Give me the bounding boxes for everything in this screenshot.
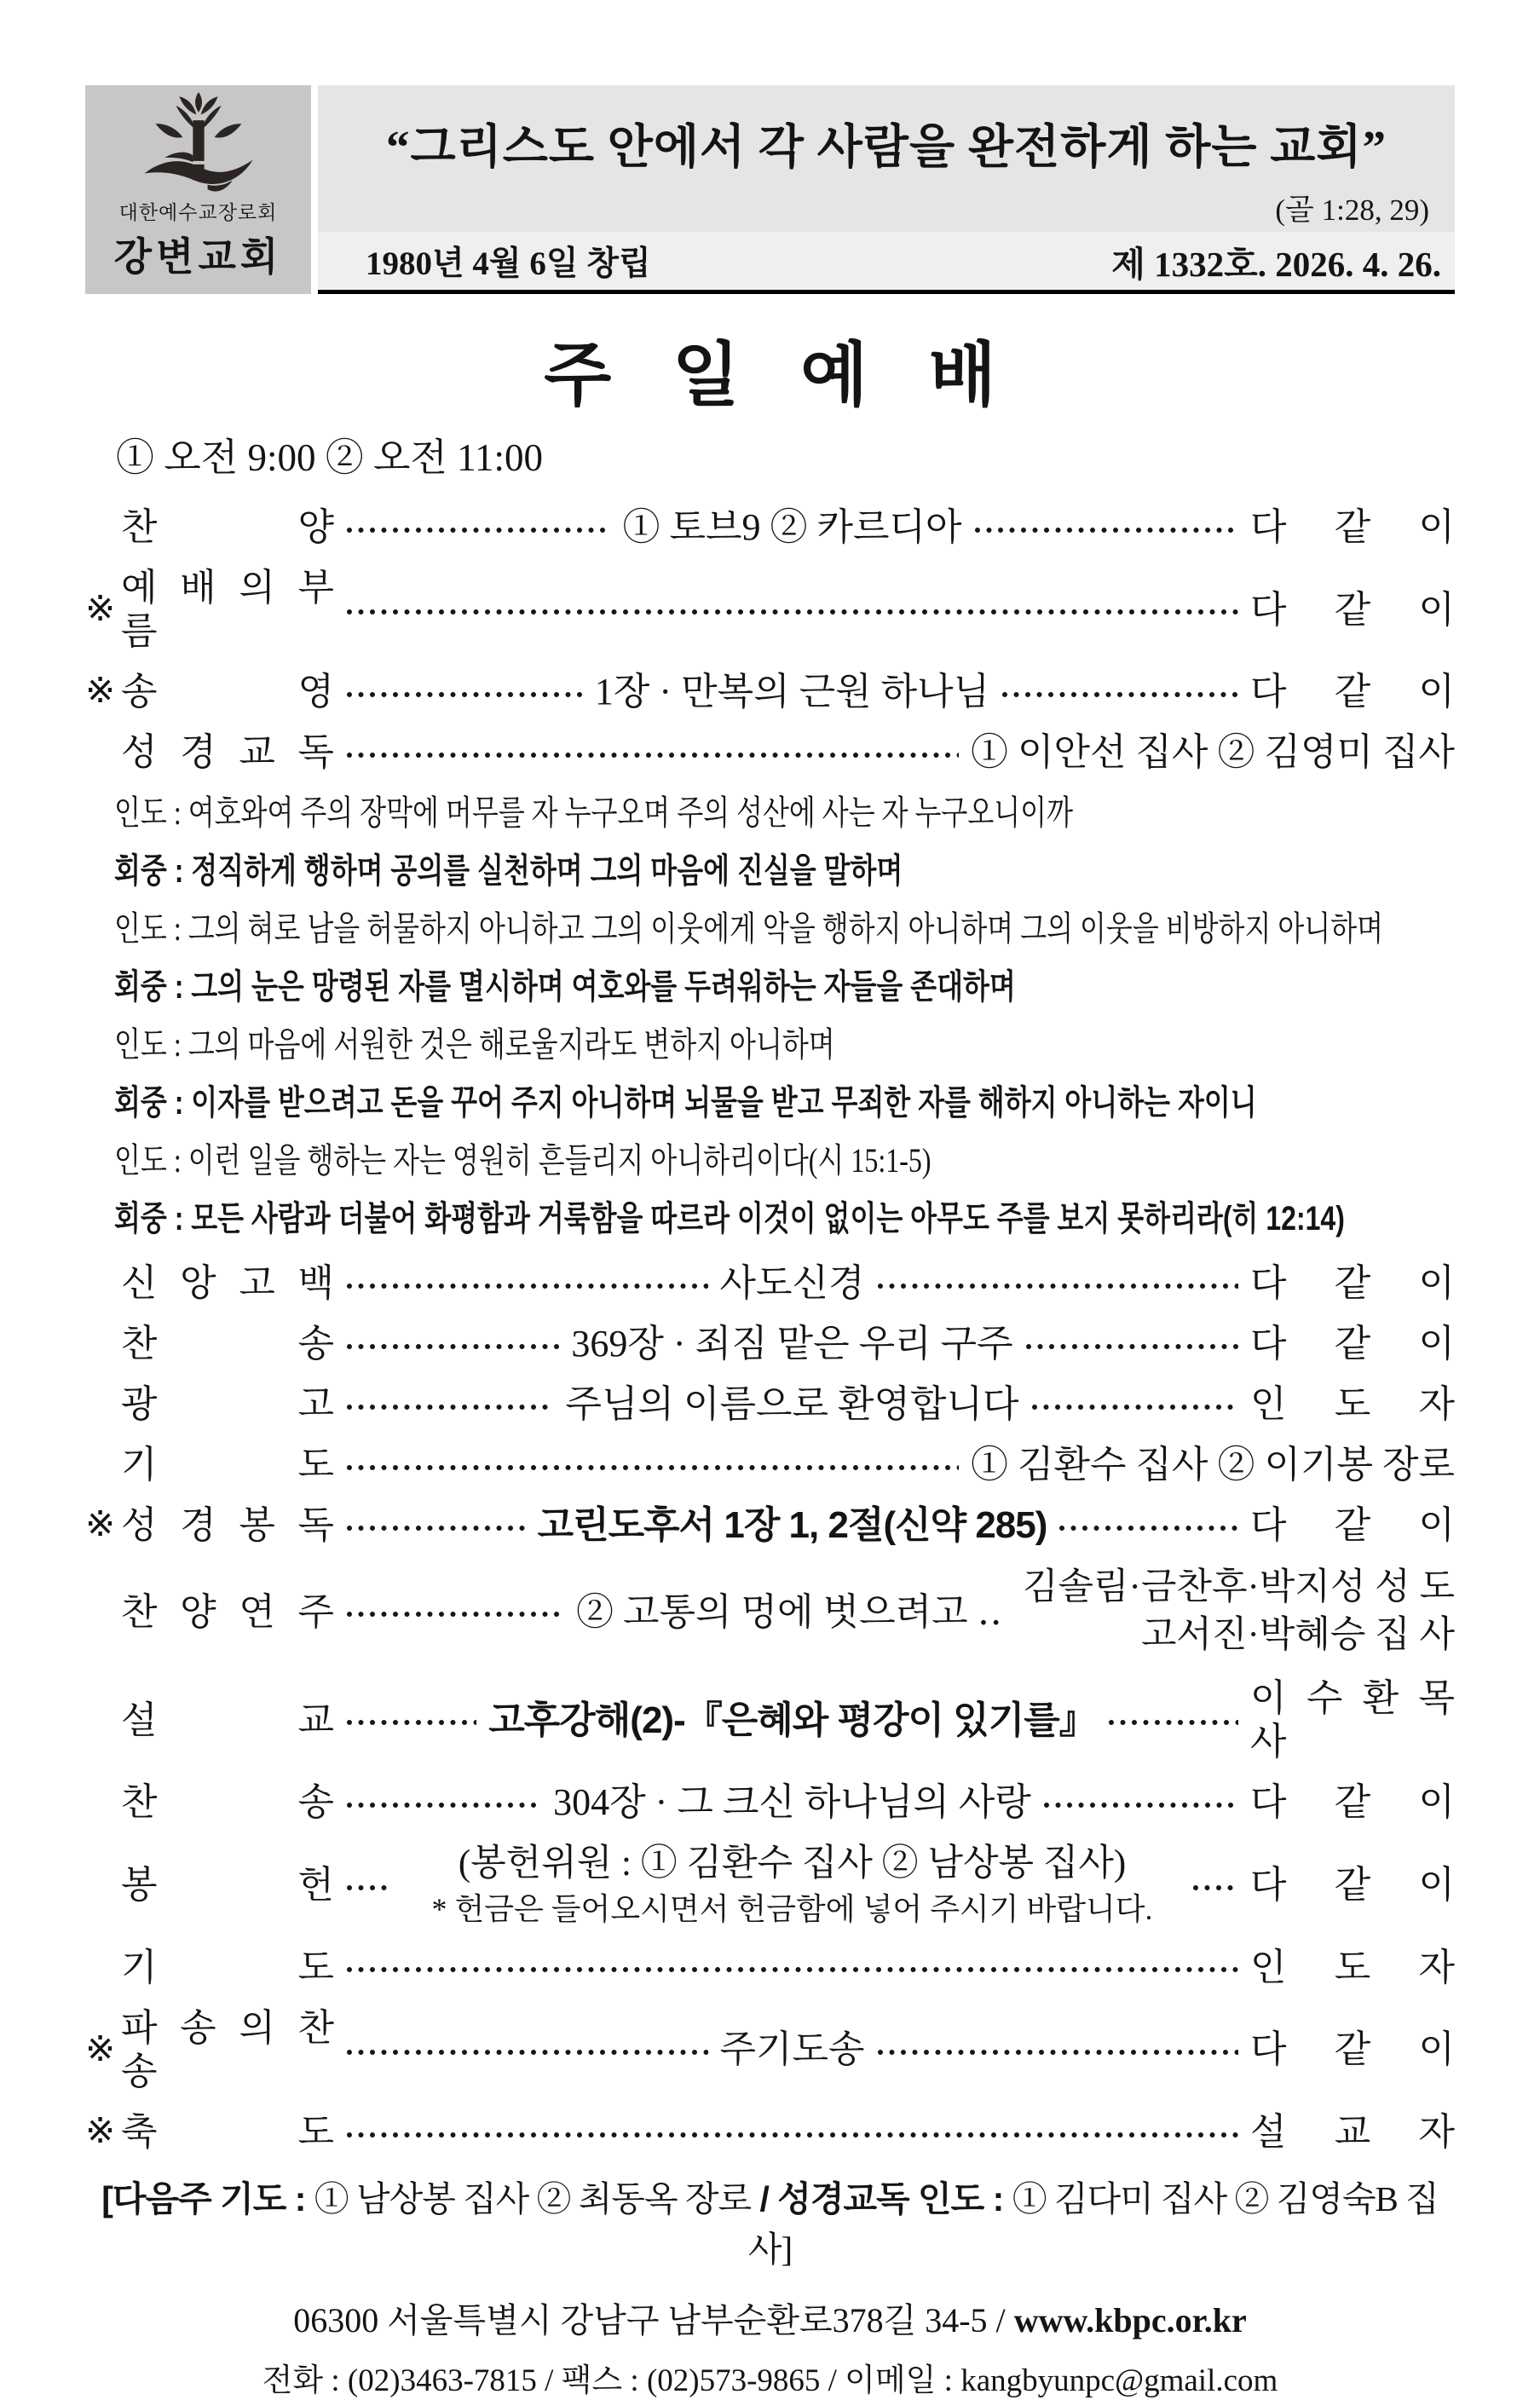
dotted-leader (974, 527, 1238, 534)
order-row-hymn-369 (85, 1322, 1455, 1365)
motto-reference: (골 1:28, 29) (1275, 193, 1429, 227)
order-row-prayer-1 (85, 1443, 1455, 1486)
performer-names-line: 김솔림·금찬후·박지성 성 도 (1022, 1567, 1455, 1608)
row-label: 축 도 (121, 2111, 334, 2154)
next-week-reading-label: / 성경교독 인도 : (751, 2179, 1012, 2219)
service-times: ① 오전 9:00 ② 오전 11:00 (116, 436, 543, 479)
order-row-praise (85, 505, 1455, 549)
dotted-leader (1031, 1404, 1238, 1411)
dotted-leader (1108, 1719, 1238, 1726)
offering-instruction: * 헌금은 들어오시면서 헌금함에 넣어 주시기 바랍니다. (431, 1891, 1153, 1926)
row-party: 설 교 자 (1250, 2111, 1455, 2154)
next-week-prayer-label: [다음주 기도 : (101, 2179, 314, 2219)
order-row-sermon (85, 1676, 1455, 1763)
dotted-leader (877, 2049, 1239, 2056)
row-content: 주기도송 (719, 2028, 865, 2071)
row-party: 다 같 이 (1250, 506, 1455, 548)
row-label: 신 앙 고 백 (121, 1262, 334, 1305)
row-label: 파 송 의 찬 송 (121, 2006, 334, 2092)
next-week-note (85, 2171, 1455, 2271)
row-party (1023, 1564, 1455, 1659)
row-content: ② 고통의 멍에 벗으려고 ‥ (576, 1590, 1002, 1633)
dotted-leader (877, 1283, 1239, 1289)
row-prefix: ※ (85, 589, 116, 629)
dotted-leader (346, 1525, 526, 1532)
row-content: 주님의 이름으로 환영합니다 (565, 1383, 1019, 1426)
dotted-leader (346, 609, 1238, 615)
dotted-leader (1025, 1343, 1238, 1350)
next-week-reading-names: ① 김다미 집사 ② 김영숙B 집사] (747, 2179, 1439, 2270)
row-party: 다 같 이 (1250, 1864, 1455, 1907)
row-label: 설 교 (121, 1699, 334, 1741)
row-party: ① 이안선 집사 ② 김영미 집사 (970, 731, 1455, 774)
row-label: 봉 헌 (121, 1864, 334, 1907)
address-line (85, 2293, 1455, 2342)
dotted-leader (1043, 1802, 1238, 1809)
row-content: 1장 · 만복의 근원 하나님 (594, 671, 990, 713)
church-logo (85, 85, 311, 294)
next-week-prayer-names: ① 남상봉 집사 ② 최동옥 장로 (314, 2179, 752, 2219)
dotted-leader (346, 1719, 476, 1726)
dotted-leader (346, 1343, 559, 1350)
row-label: 광 고 (121, 1383, 334, 1426)
performer-names-line: 고서진·박혜승 집 사 (1140, 1615, 1455, 1656)
row-content: 사도신경 (719, 1262, 865, 1305)
row-content: 304장 · 그 크신 하나님의 사랑 (553, 1781, 1031, 1824)
church-tree-logo-icon (136, 92, 262, 196)
dotted-leader (1058, 1525, 1238, 1532)
row-prefix: ※ (85, 2029, 116, 2069)
row-party: 다 같 이 (1250, 1781, 1456, 1824)
reading-line-leader: 인도 : 그의 마음에 서원한 것은 해로울지라도 변하지 아니하며 (114, 1025, 835, 1064)
order-of-worship (85, 505, 1455, 2154)
order-row-sending-hymn (85, 2006, 1455, 2093)
dotted-leader (346, 527, 610, 534)
row-party: 다 같 이 (1250, 1323, 1455, 1365)
row-prefix: ※ (85, 1505, 116, 1545)
offering-committee: (봉헌위원 : ① 김환수 집사 ② 남상봉 집사) (458, 1843, 1127, 1884)
reading-line-congregation: 회중 : 그의 눈은 망령된 자를 멸시하며 여호와를 두려워하는 자들을 존대하며 (114, 968, 1016, 1007)
dotted-leader (346, 1611, 564, 1618)
order-row-responsive-reading (85, 730, 1455, 774)
row-label: 찬 송 (121, 1323, 334, 1365)
dotted-leader (346, 752, 959, 759)
dotted-leader (346, 1283, 708, 1289)
row-party: 다 같 이 (1250, 2028, 1456, 2071)
contact-line: 전화 : (02)3463-7815 / 팩스 : (02)573-9865 / 이메일 : kangbyunpc@gmail.com (262, 2363, 1278, 2399)
order-row-benediction (85, 2110, 1455, 2154)
church-address: 06300 서울특별시 강남구 남부순환로378길 34-5 / (293, 2301, 1014, 2340)
motto-box (318, 85, 1455, 232)
row-label: 찬 양 (121, 506, 334, 548)
row-party: 인 도 자 (1250, 1946, 1455, 1988)
masthead-row (318, 232, 1455, 290)
row-content: 369장 · 죄짐 맡은 우리 구주 (571, 1323, 1013, 1365)
church-name: 강변교회 (113, 234, 283, 279)
row-prefix: ※ (85, 672, 116, 712)
dotted-leader (1001, 691, 1238, 698)
row-party: 다 같 이 (1250, 1262, 1456, 1305)
row-party: 다 같 이 (1250, 1504, 1456, 1547)
dotted-leader (346, 2132, 1238, 2138)
order-row-hymn-304 (85, 1780, 1455, 1824)
row-label: 성 경 교 독 (121, 731, 334, 774)
row-party: 다 같 이 (1250, 671, 1455, 713)
dotted-leader (346, 691, 583, 698)
row-party: ① 김환수 집사 ② 이기봉 장로 (970, 1444, 1455, 1486)
reading-line-leader: 인도 : 그의 혀로 남을 허물하지 아니하고 그의 이웃에게 악을 행하지 아니하며 그의 이웃을 비방하지 아니하며 (114, 909, 1384, 949)
row-label: 기 도 (121, 1444, 334, 1486)
dotted-leader (1192, 1884, 1238, 1891)
dotted-leader (346, 1884, 392, 1891)
founded-date: 1980년 4월 6일 창립 (366, 245, 651, 282)
order-row-praise-performance (85, 1564, 1455, 1659)
row-label: 찬 양 연 주 (121, 1590, 334, 1633)
reading-line-congregation: 회중 : 정직하게 행하며 공의를 실천하며 그의 마음에 진실을 말하며 (114, 852, 903, 891)
website-label: www.kbpc.or.kr (1013, 2301, 1247, 2340)
responsive-reading-block (114, 791, 1455, 1241)
row-label: 예 배 의 부 름 (121, 567, 334, 653)
header-right (318, 85, 1455, 294)
offering-note (404, 1841, 1180, 1929)
reading-line-leader: 인도 : 이런 일을 행하는 자는 영원히 흔들리지 아니하리이다(시 15:1-5) (114, 1141, 931, 1180)
order-row-offering (85, 1841, 1455, 1929)
page-title: 주 일 예 배 (544, 337, 996, 414)
dotted-leader (346, 1464, 959, 1471)
denomination-label: 대한예수교장로회 (118, 201, 278, 223)
row-label: 송 영 (121, 671, 334, 713)
dotted-leader (346, 2049, 708, 2056)
reading-line-leader: 인도 : 여호와여 주의 장막에 머무를 자 누구오며 주의 성산에 사는 자 누구오니이까 (114, 793, 1073, 833)
row-party: 인 도 자 (1250, 1383, 1456, 1426)
church-motto: “그리스도 안에서 각 사람을 완전하게 하는 교회” (386, 121, 1387, 173)
row-content: 고린도후서 1장 1, 2절(신약 285) (537, 1504, 1047, 1547)
reading-line-congregation: 회중 : 모든 사람과 더불어 화평함과 거룩함을 따르라 이것이 없이는 아무도 주를 보지 못하리라(히 12:14) (114, 1200, 1345, 1238)
order-row-call-to-worship (85, 566, 1455, 653)
order-row-scripture-reading (85, 1503, 1455, 1547)
dotted-leader (346, 1966, 1238, 1973)
issue-number: 제 1332호. 2026. 4. 26. (1111, 244, 1441, 284)
reading-line-congregation: 회중 : 이자를 받으려고 돈을 꾸어 주지 아니하며 뇌물을 받고 무죄한 자를 해하지 아니하는 자이니 (114, 1084, 1257, 1122)
order-row-announcements (85, 1382, 1455, 1426)
sermon-title: 고후강해(2)-『은혜와 평강이 있기를』 (488, 1699, 1096, 1741)
row-label: 찬 송 (121, 1781, 334, 1824)
order-row-creed (85, 1261, 1455, 1305)
row-party: 다 같 이 (1250, 588, 1455, 631)
row-prefix: ※ (85, 2112, 116, 2152)
dotted-leader (346, 1802, 541, 1809)
order-row-prayer-2 (85, 1946, 1455, 1989)
row-party: 이 수 환 목 사 (1250, 1677, 1455, 1763)
header (85, 85, 1455, 294)
row-label: 성 경 봉 독 (121, 1504, 334, 1547)
row-content: ① 토브9 ② 카르디아 (622, 506, 962, 548)
dotted-leader (346, 1404, 553, 1411)
order-row-gloria (85, 670, 1455, 713)
row-label: 기 도 (121, 1946, 334, 1988)
